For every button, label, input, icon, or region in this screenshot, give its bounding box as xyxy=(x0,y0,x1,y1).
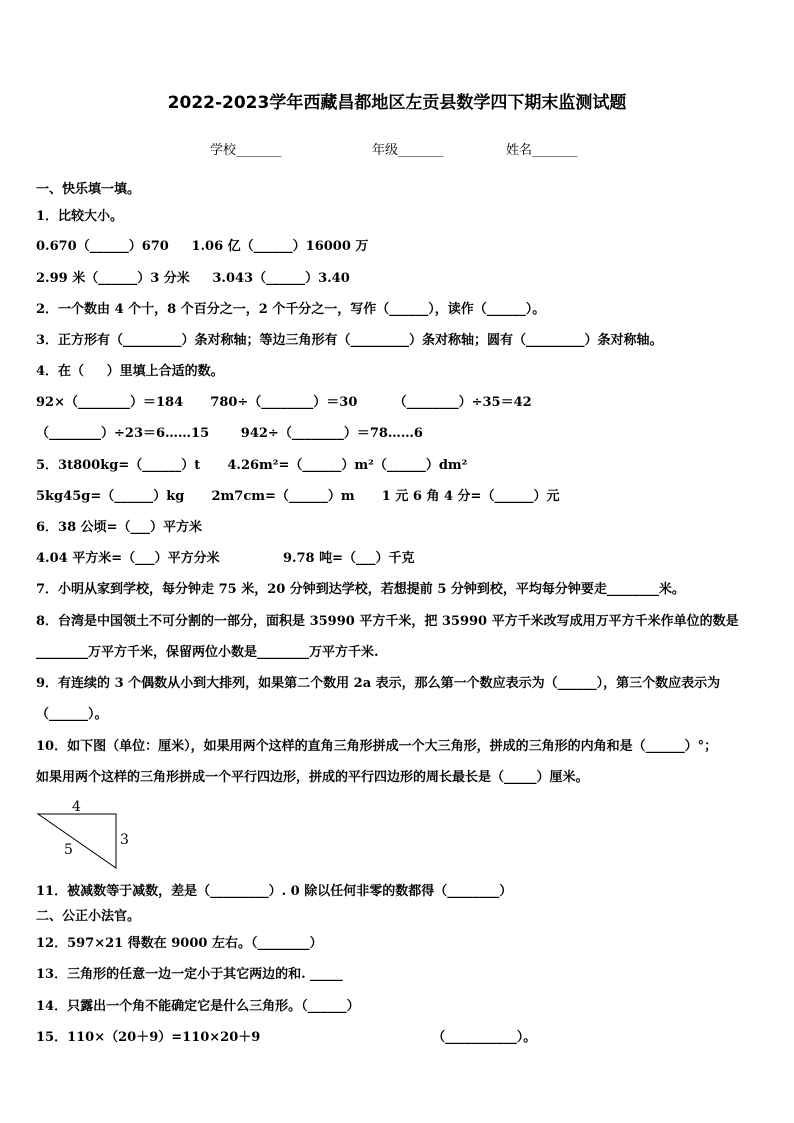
question-line-17: 9．有连续的 3 个偶数从小到大排列，如果第二个数用 2a 表示，那么第一个数应表示为（______），第三个数应表示为 xyxy=(36,676,721,691)
question-line-3: 0.670（______）670 1.06 亿（______）16000 万 xyxy=(36,239,369,254)
question-line-12: 6．38 公顷=（___）平方米 xyxy=(36,520,203,535)
triangle-label-top: 4 xyxy=(72,799,81,815)
question-line-7: 4．在（ ）里填上合适的数。 xyxy=(36,364,224,379)
name-field: 姓名_______ xyxy=(506,143,578,158)
question-line-16: ________万平方千米，保留两位小数是________万平方千米. xyxy=(36,645,379,660)
question-line-6: 3．正方形有（_________）条对称轴；等边三角形有（_________）条对称轴；圆有（_________）条对称轴。 xyxy=(36,333,663,348)
triangle-label-right: 3 xyxy=(120,832,129,848)
question-line-5: 2．一个数由 4 个十，8 个百分之一，2 个千分之一，写作（______），读作（______）。 xyxy=(36,302,546,317)
question-line-8: 92×（________）＝184 780÷（________）＝30 （________）÷35＝42 xyxy=(36,395,532,410)
question-line-4: 2.99 米（______）3 分米 3.043（______）3.40 xyxy=(36,271,350,286)
question-line-2: 1．比较大小。 xyxy=(36,209,124,224)
question-line-10: 5．3t800kg=（______）t 4.26m²=（______）m²（______）dm² xyxy=(36,458,468,473)
question-line-9: （________）÷23＝6……15 942÷（________）＝78……6 xyxy=(36,426,423,441)
question-line-11: 5kg45g=（______）kg 2m7cm=（______）m 1 元 6 角 4 分=（______）元 xyxy=(36,489,560,504)
triangle-label-hypotenuse: 5 xyxy=(64,842,73,858)
right-triangle-figure xyxy=(34,798,134,878)
question-line-21: 11．被减数等于减数，差是（_________）. 0 除以任何非零的数都得（________） xyxy=(36,884,513,899)
question-line-18: （______）。 xyxy=(36,707,108,722)
question-line-1: 一、快乐填一填。 xyxy=(36,182,141,197)
question-line-22: 二、公正小法官。 xyxy=(36,909,141,924)
question-line-25: 14．只露出一个角不能确定它是什么三角形。（______） xyxy=(36,999,360,1014)
school-field: 学校_______ xyxy=(210,143,282,158)
question-line-19: 10．如下图（单位：厘米），如果用两个这样的直角三角形拼成一个大三角形，拼成的三角形的内角和是（______）°； xyxy=(36,739,718,754)
question-line-20: 如果用两个这样的三角形拼成一个平行四边形，拼成的平行四边形的周长最长是（_____）厘米。 xyxy=(36,770,589,785)
page-title: 2022-2023学年西藏昌都地区左贡县数学四下期末监测试题 xyxy=(167,93,627,113)
question-line-26: 15．110×（20＋9）=110×20＋9 （___________）。 xyxy=(36,1030,537,1045)
question-line-23: 12．597×21 得数在 9000 左右。（________） xyxy=(36,936,323,951)
question-line-14: 7．小明从家到学校，每分钟走 75 米，20 分钟到达学校，若想提前 5 分钟到校，平均每分钟要走________米。 xyxy=(36,582,685,597)
right-triangle-shape xyxy=(38,814,116,868)
grade-field: 年级_______ xyxy=(372,143,444,158)
question-line-15: 8．台湾是中国领土不可分割的一部分，面积是 35990 平方千米，把 35990 平方千米改写成用万平方千米作单位的数是 xyxy=(36,614,739,629)
question-line-24: 13．三角形的任意一边一定小于其它两边的和. _____ xyxy=(36,967,343,982)
question-line-13: 4.04 平方米=（___）平方分米 9.78 吨=（___）千克 xyxy=(36,551,415,566)
